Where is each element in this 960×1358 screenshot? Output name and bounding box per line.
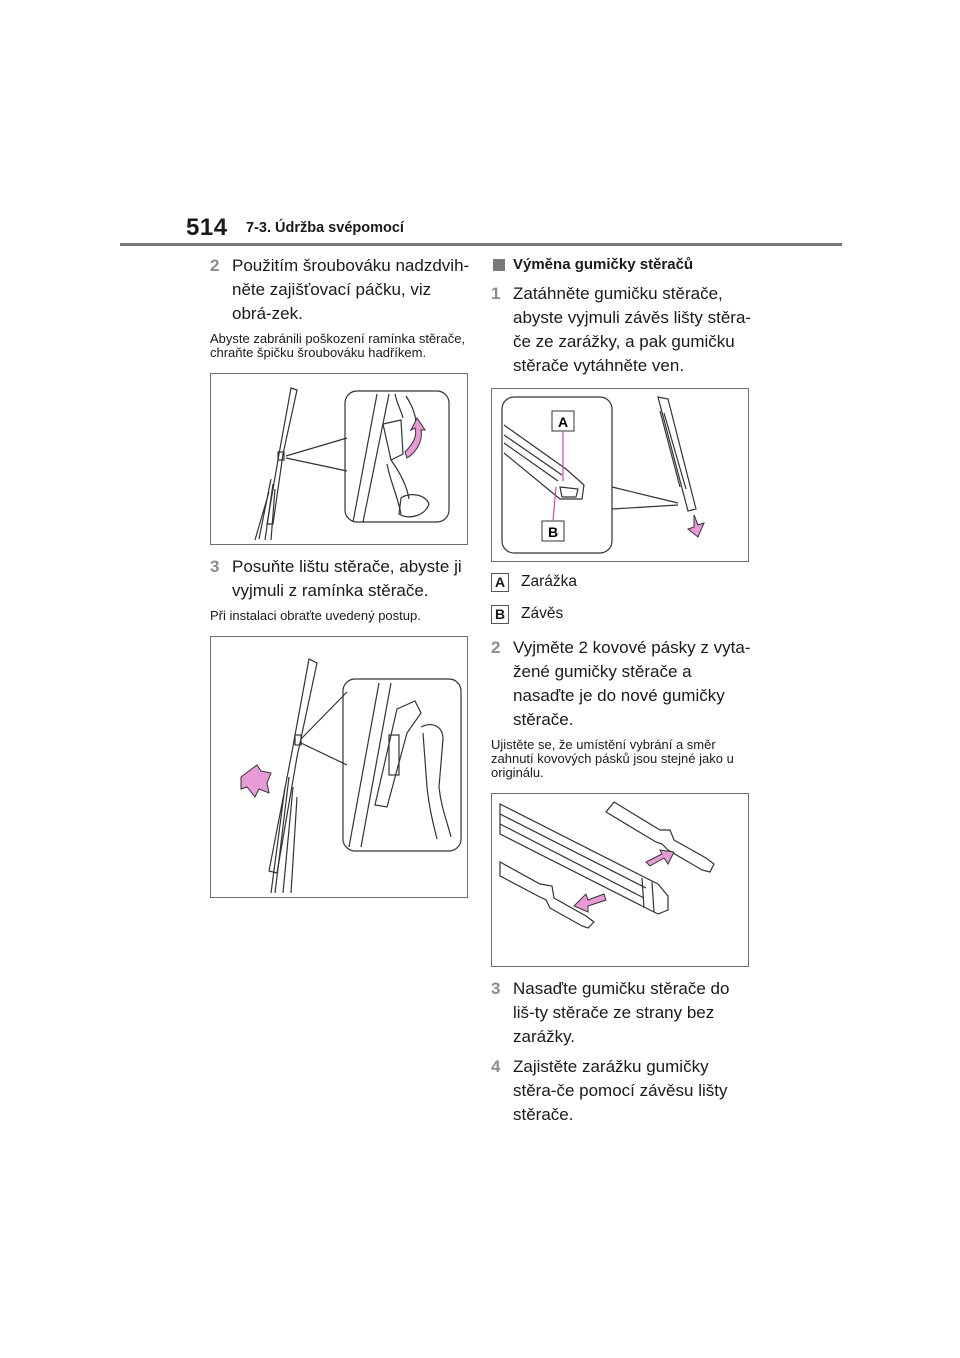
arrow-right-icon <box>646 850 674 866</box>
wiper-lever-illustration <box>211 374 467 544</box>
section-title: 7-3. Údržba svépomocí <box>246 220 404 236</box>
step-3-right <box>491 977 753 1049</box>
step-text: Zajistěte zarážku gumičky stěra-če pomocí závěsu lišty stěrače. <box>513 1057 728 1124</box>
callout-a-letter: A <box>557 414 569 430</box>
callout-b-letter: B <box>547 524 559 540</box>
callout-b-label: B <box>491 605 509 624</box>
step-number: 2 <box>210 256 220 275</box>
figure-metal-strips <box>491 793 749 967</box>
step-1-right <box>491 282 753 378</box>
step-text: Použitím šroubováku nadzdvih-něte zajišťovací páčku, viz obrá-zek. <box>232 256 470 323</box>
arrow-down-icon <box>688 515 704 537</box>
note: Ujistěte se, že umístění vybrání a směr zahnutí kovových pásků jsou stejné jako u originálu. <box>491 737 734 780</box>
step-2-left <box>210 254 472 326</box>
note: Při instalaci obraťte uvedený postup. <box>210 608 421 623</box>
wiper-rubber-illustration <box>492 389 748 561</box>
step-text: Vyjměte 2 kovové pásky z vyta-žené gumičky stěrače a nasaďte je do nové gumičky stěrače. <box>513 638 751 729</box>
figure-rubber-pull <box>491 388 749 562</box>
step-2-right <box>491 636 753 732</box>
step-number: 3 <box>491 979 501 998</box>
callout-a-label: A <box>491 573 509 592</box>
metal-strips-illustration <box>492 794 748 966</box>
callout-a-legend <box>491 572 753 592</box>
step-number: 2 <box>491 638 501 657</box>
step-3-left <box>210 555 472 603</box>
page-number: 514 <box>186 214 228 241</box>
step-text: Posuňte lištu stěrače, abyste ji vyjmuli z ramínka stěrače. <box>232 557 462 600</box>
heading-text: Výměna gumičky stěračů <box>513 256 694 273</box>
arrow-left-icon <box>574 894 606 912</box>
step-number: 1 <box>491 284 501 303</box>
callout-a-text: Zarážka <box>521 573 577 590</box>
figure-blade-slide <box>210 636 468 898</box>
figure-lever-lift <box>210 373 468 545</box>
step-text: Nasaďte gumičku stěrače do liš-ty stěrače ze strany bez zarážky. <box>513 979 730 1046</box>
step-text: Zatáhněte gumičku stěrače, abyste vyjmuli závěs lišty stěra-če ze zarážky, a pak gumičku stěrače vytáhněte ven. <box>513 284 752 375</box>
callout-b-text: Závěs <box>521 605 564 622</box>
left-column <box>210 254 472 908</box>
note: Abyste zabránili poškození ramínka stěrače, chraňte špičku šroubováku hadříkem. <box>210 331 466 360</box>
step-number: 4 <box>491 1057 501 1076</box>
header-rule <box>120 243 842 246</box>
step-number: 3 <box>210 557 220 576</box>
callout-b-legend <box>491 604 753 624</box>
arrow-up-icon <box>405 418 425 458</box>
wiper-slide-illustration <box>211 637 467 897</box>
square-bullet-icon <box>493 259 505 271</box>
right-column <box>491 254 753 1133</box>
section-heading <box>491 254 753 276</box>
step-4-right <box>491 1055 753 1127</box>
arrow-slide-icon <box>241 765 271 797</box>
